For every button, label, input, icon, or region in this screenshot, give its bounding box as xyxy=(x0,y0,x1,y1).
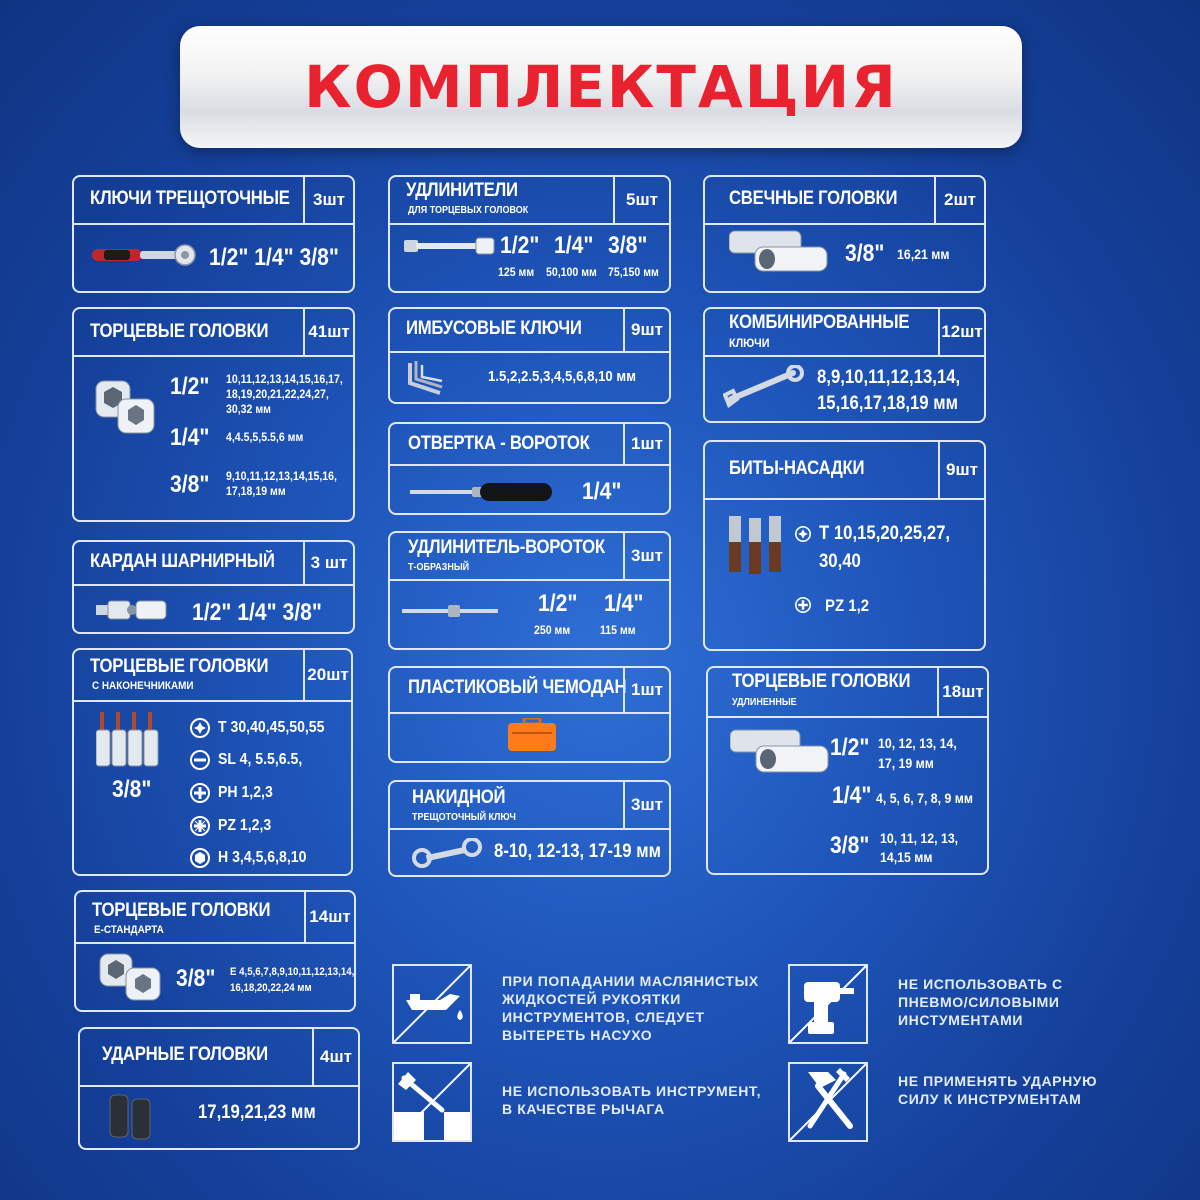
card-subtitle: КЛЮЧИ xyxy=(729,336,770,350)
e-socket-icon xyxy=(98,950,164,1004)
ring-ratchet-icon xyxy=(412,838,482,868)
bit-type-text: SL 4, 5.5,6.5, xyxy=(218,751,303,768)
extension-bar-icon xyxy=(404,237,496,255)
count-badge: 18шт xyxy=(937,668,987,716)
case-icon xyxy=(508,718,556,754)
sizes-text: 14,15 мм xyxy=(880,849,933,865)
warning-oil-icon xyxy=(392,964,472,1044)
count-badge: 5шт xyxy=(613,177,669,223)
warning-text: НЕ ИСПОЛЬЗОВАТЬ С ПНЕВМО/СИЛОВЫМИ ИНСТУМЕНТАМИ xyxy=(898,976,1063,1028)
card-deep-sockets xyxy=(706,666,989,875)
card-title: НАКИДНОЙ xyxy=(412,787,506,808)
bit-sockets-icon xyxy=(96,712,160,770)
count-badge: 3 шт xyxy=(303,542,353,584)
bit-type-text: PH 1,2,3 xyxy=(218,784,273,801)
card-subtitle: С НАКОНЕЧНИКАМИ xyxy=(92,680,194,692)
sizes: 15,16,17,18,19 мм xyxy=(817,393,958,414)
size-label: 1/4" xyxy=(582,478,622,505)
card-bit-sockets xyxy=(72,648,353,876)
size-label: 1/2" xyxy=(538,590,578,617)
torx-icon xyxy=(190,718,210,738)
sizes: 1/2" 1/4" 3/8" xyxy=(209,244,339,271)
count-badge: 2шт xyxy=(934,177,984,223)
size-label: 3/8" xyxy=(112,776,152,803)
size-label: 1/2" xyxy=(830,734,870,761)
ratchet-icon xyxy=(90,243,200,267)
title-banner xyxy=(180,26,1022,148)
card-subtitle: Е-СТАНДАРТА xyxy=(94,924,164,936)
impact-socket-icon xyxy=(108,1091,160,1143)
sizes-text: 17,18,19 мм xyxy=(226,484,286,498)
card-title: КОМБИНИРОВАННЫЕ xyxy=(729,312,910,333)
card-combination-wrenches xyxy=(703,307,986,423)
warning-text: НЕ ИСПОЛЬЗОВАТЬ ИНСТРУМЕНТ, В КАЧЕСТВЕ РЫЧАГА xyxy=(502,1083,762,1117)
deep-socket-icon xyxy=(730,728,830,774)
card-title: ТОРЦЕВЫЕ ГОЛОВКИ xyxy=(90,321,269,342)
card-subtitle: ТРЕЩОТОЧНЫЙ КЛЮЧ xyxy=(412,812,516,823)
card-title: ИМБУСОВЫЕ КЛЮЧИ xyxy=(406,318,582,339)
card-bits xyxy=(703,440,986,651)
warning-lever-icon xyxy=(392,1062,472,1142)
count-badge: 41шт xyxy=(303,309,353,355)
sizes: 17,19,21,23 мм xyxy=(198,1102,316,1123)
count-badge: 4шт xyxy=(312,1029,358,1085)
warning-text: ПРИ ПОПАДАНИИ МАСЛЯНИСТЫХ ЖИДКОСТЕЙ РУКОЯТКИ ИНСТРУМЕНТОВ, СЛЕДУЕТ ВЫТЕРЕТЬ НАСУХО xyxy=(502,973,759,1043)
bit-type-text: PZ 1,2,3 xyxy=(218,817,272,834)
screwdriver-icon xyxy=(410,480,554,504)
card-title: УДАРНЫЕ ГОЛОВКИ xyxy=(102,1044,268,1065)
card-e-sockets xyxy=(74,890,356,1012)
card-extensions xyxy=(388,175,671,293)
spark-plug-socket-icon xyxy=(729,229,829,273)
card-subtitle: ДЛЯ ТОРЦЕВЫХ ГОЛОВОК xyxy=(408,205,529,216)
sizes-text: 4,4.5,5,5.5,6 мм xyxy=(226,430,304,444)
count-badge: 3шт xyxy=(623,782,669,828)
size-label: 3/8" xyxy=(830,832,870,859)
sizes: 16,21 мм xyxy=(897,246,950,262)
card-case xyxy=(388,666,671,763)
sizes-text: 9,10,11,12,13,14,15,16, xyxy=(226,469,337,483)
sizes-text: 10,11,12,13,14,15,16,17, xyxy=(226,372,343,386)
warning-hammer-icon xyxy=(788,1062,868,1142)
t-bar-icon xyxy=(402,601,500,621)
sizes: 1/2" 1/4" 3/8" xyxy=(192,599,322,626)
universal-joint-icon xyxy=(94,598,172,622)
card-ratchets xyxy=(72,175,355,293)
card-title: УДЛИНИТЕЛИ xyxy=(406,180,518,201)
bits-icon xyxy=(725,516,789,576)
phillips-icon xyxy=(190,783,210,803)
card-title: БИТЫ-НАСАДКИ xyxy=(729,458,865,479)
sizes-text: 10, 11, 12, 13, xyxy=(880,830,959,846)
card-screwdriver xyxy=(388,422,671,515)
size-label: 1/2" xyxy=(170,373,210,400)
length-text: 50,100 мм xyxy=(546,265,597,279)
count-badge: 9шт xyxy=(623,309,669,351)
pozidriv-icon xyxy=(795,597,811,613)
card-title: СВЕЧНЫЕ ГОЛОВКИ xyxy=(729,188,898,209)
sizes-text: 4, 5, 6, 7, 8, 9 мм xyxy=(876,790,973,806)
count-badge: 3шт xyxy=(623,533,669,579)
length-text: 75,150 мм xyxy=(608,265,659,279)
slotted-icon xyxy=(190,750,210,770)
pozidriv-sizes: PZ 1,2 xyxy=(825,596,870,615)
card-title: КАРДАН ШАРНИРНЫЙ xyxy=(90,551,275,572)
card-title: ОТВЕРТКА - ВОРОТОК xyxy=(408,433,590,454)
count-badge: 9шт xyxy=(938,442,984,498)
size-label: 3/8" xyxy=(176,965,216,992)
card-impact-sockets xyxy=(78,1027,360,1150)
sizes-text: 16,18,20,22,24 мм xyxy=(230,982,312,994)
size-label: 1/4" xyxy=(604,590,644,617)
bit-type-text: T 30,40,45,50,55 xyxy=(218,719,325,736)
size-label: 1/4" xyxy=(170,424,210,451)
sizes: 8,9,10,11,12,13,14, xyxy=(817,367,961,388)
size-label: 3/8" xyxy=(608,232,648,259)
length-text: 115 мм xyxy=(600,623,636,637)
count-badge: 1шт xyxy=(623,424,669,464)
card-subtitle: УДЛИНЕННЫЕ xyxy=(732,697,797,708)
sizes-text: 18,19,20,21,22,24,27, xyxy=(226,387,329,401)
combination-wrench-icon xyxy=(723,365,805,409)
count-badge: 14шт xyxy=(304,892,354,942)
card-title: ТОРЦЕВЫЕ ГОЛОВКИ xyxy=(732,671,911,692)
card-title: ТОРЦЕВЫЕ ГОЛОВКИ xyxy=(90,656,269,677)
card-spark-plug-sockets xyxy=(703,175,986,293)
count-badge: 1шт xyxy=(623,668,669,712)
page-title: КОМПЛЕКТАЦИЯ xyxy=(304,53,898,121)
sizes-text: 10, 12, 13, 14, xyxy=(878,735,957,751)
torx-sizes: 30,40 xyxy=(819,551,861,572)
sizes-text: 30,32 мм xyxy=(226,402,271,416)
sizes-text: 17, 19 мм xyxy=(878,755,934,771)
count-badge: 3шт xyxy=(303,177,353,223)
sizes: 8-10, 12-13, 17-19 мм xyxy=(494,841,661,862)
pozidriv-icon xyxy=(190,816,210,836)
card-t-bar xyxy=(388,531,671,650)
card-hex-keys xyxy=(388,307,671,404)
length-text: 250 мм xyxy=(534,623,571,637)
card-title: УДЛИНИТЕЛЬ-ВОРОТОК xyxy=(408,537,605,558)
card-ujoint xyxy=(72,540,355,634)
size-label: 1/4" xyxy=(832,782,872,809)
count-badge: 20шт xyxy=(303,650,351,700)
hex-icon xyxy=(190,848,210,868)
sizes-text: Е 4,5,6,7,8,9,10,11,12,13,14, xyxy=(230,966,355,978)
warning-power-tool-icon xyxy=(788,964,868,1044)
socket-icon xyxy=(92,377,162,437)
count-badge: 12шт xyxy=(938,309,984,355)
size-label: 3/8" xyxy=(170,471,210,498)
bit-type-text: H 3,4,5,6,8,10 xyxy=(218,849,307,866)
card-title: КЛЮЧИ ТРЕЩОТОЧНЫЕ xyxy=(90,188,290,209)
card-ring-ratchet xyxy=(388,780,671,877)
length-text: 125 мм xyxy=(498,265,535,279)
torx-icon xyxy=(795,526,811,542)
sizes: 1.5,2,2.5,3,4,5,6,8,10 мм xyxy=(488,368,636,385)
size-label: 3/8" xyxy=(845,240,885,267)
warning-text: НЕ ПРИМЕНЯТЬ УДАРНУЮ СИЛУ К ИНСТРУМЕНТАМ xyxy=(898,1073,1098,1107)
torx-sizes: T 10,15,20,25,27, xyxy=(819,523,951,544)
hex-keys-icon xyxy=(406,359,446,397)
card-sockets-41 xyxy=(72,307,355,522)
size-label: 1/2" xyxy=(500,232,540,259)
card-title: ТОРЦЕВЫЕ ГОЛОВКИ xyxy=(92,900,271,921)
card-title: ПЛАСТИКОВЫЙ ЧЕМОДАН xyxy=(408,677,627,698)
size-label: 1/4" xyxy=(554,232,594,259)
card-subtitle: Т-ОБРАЗНЫЙ xyxy=(408,562,470,573)
